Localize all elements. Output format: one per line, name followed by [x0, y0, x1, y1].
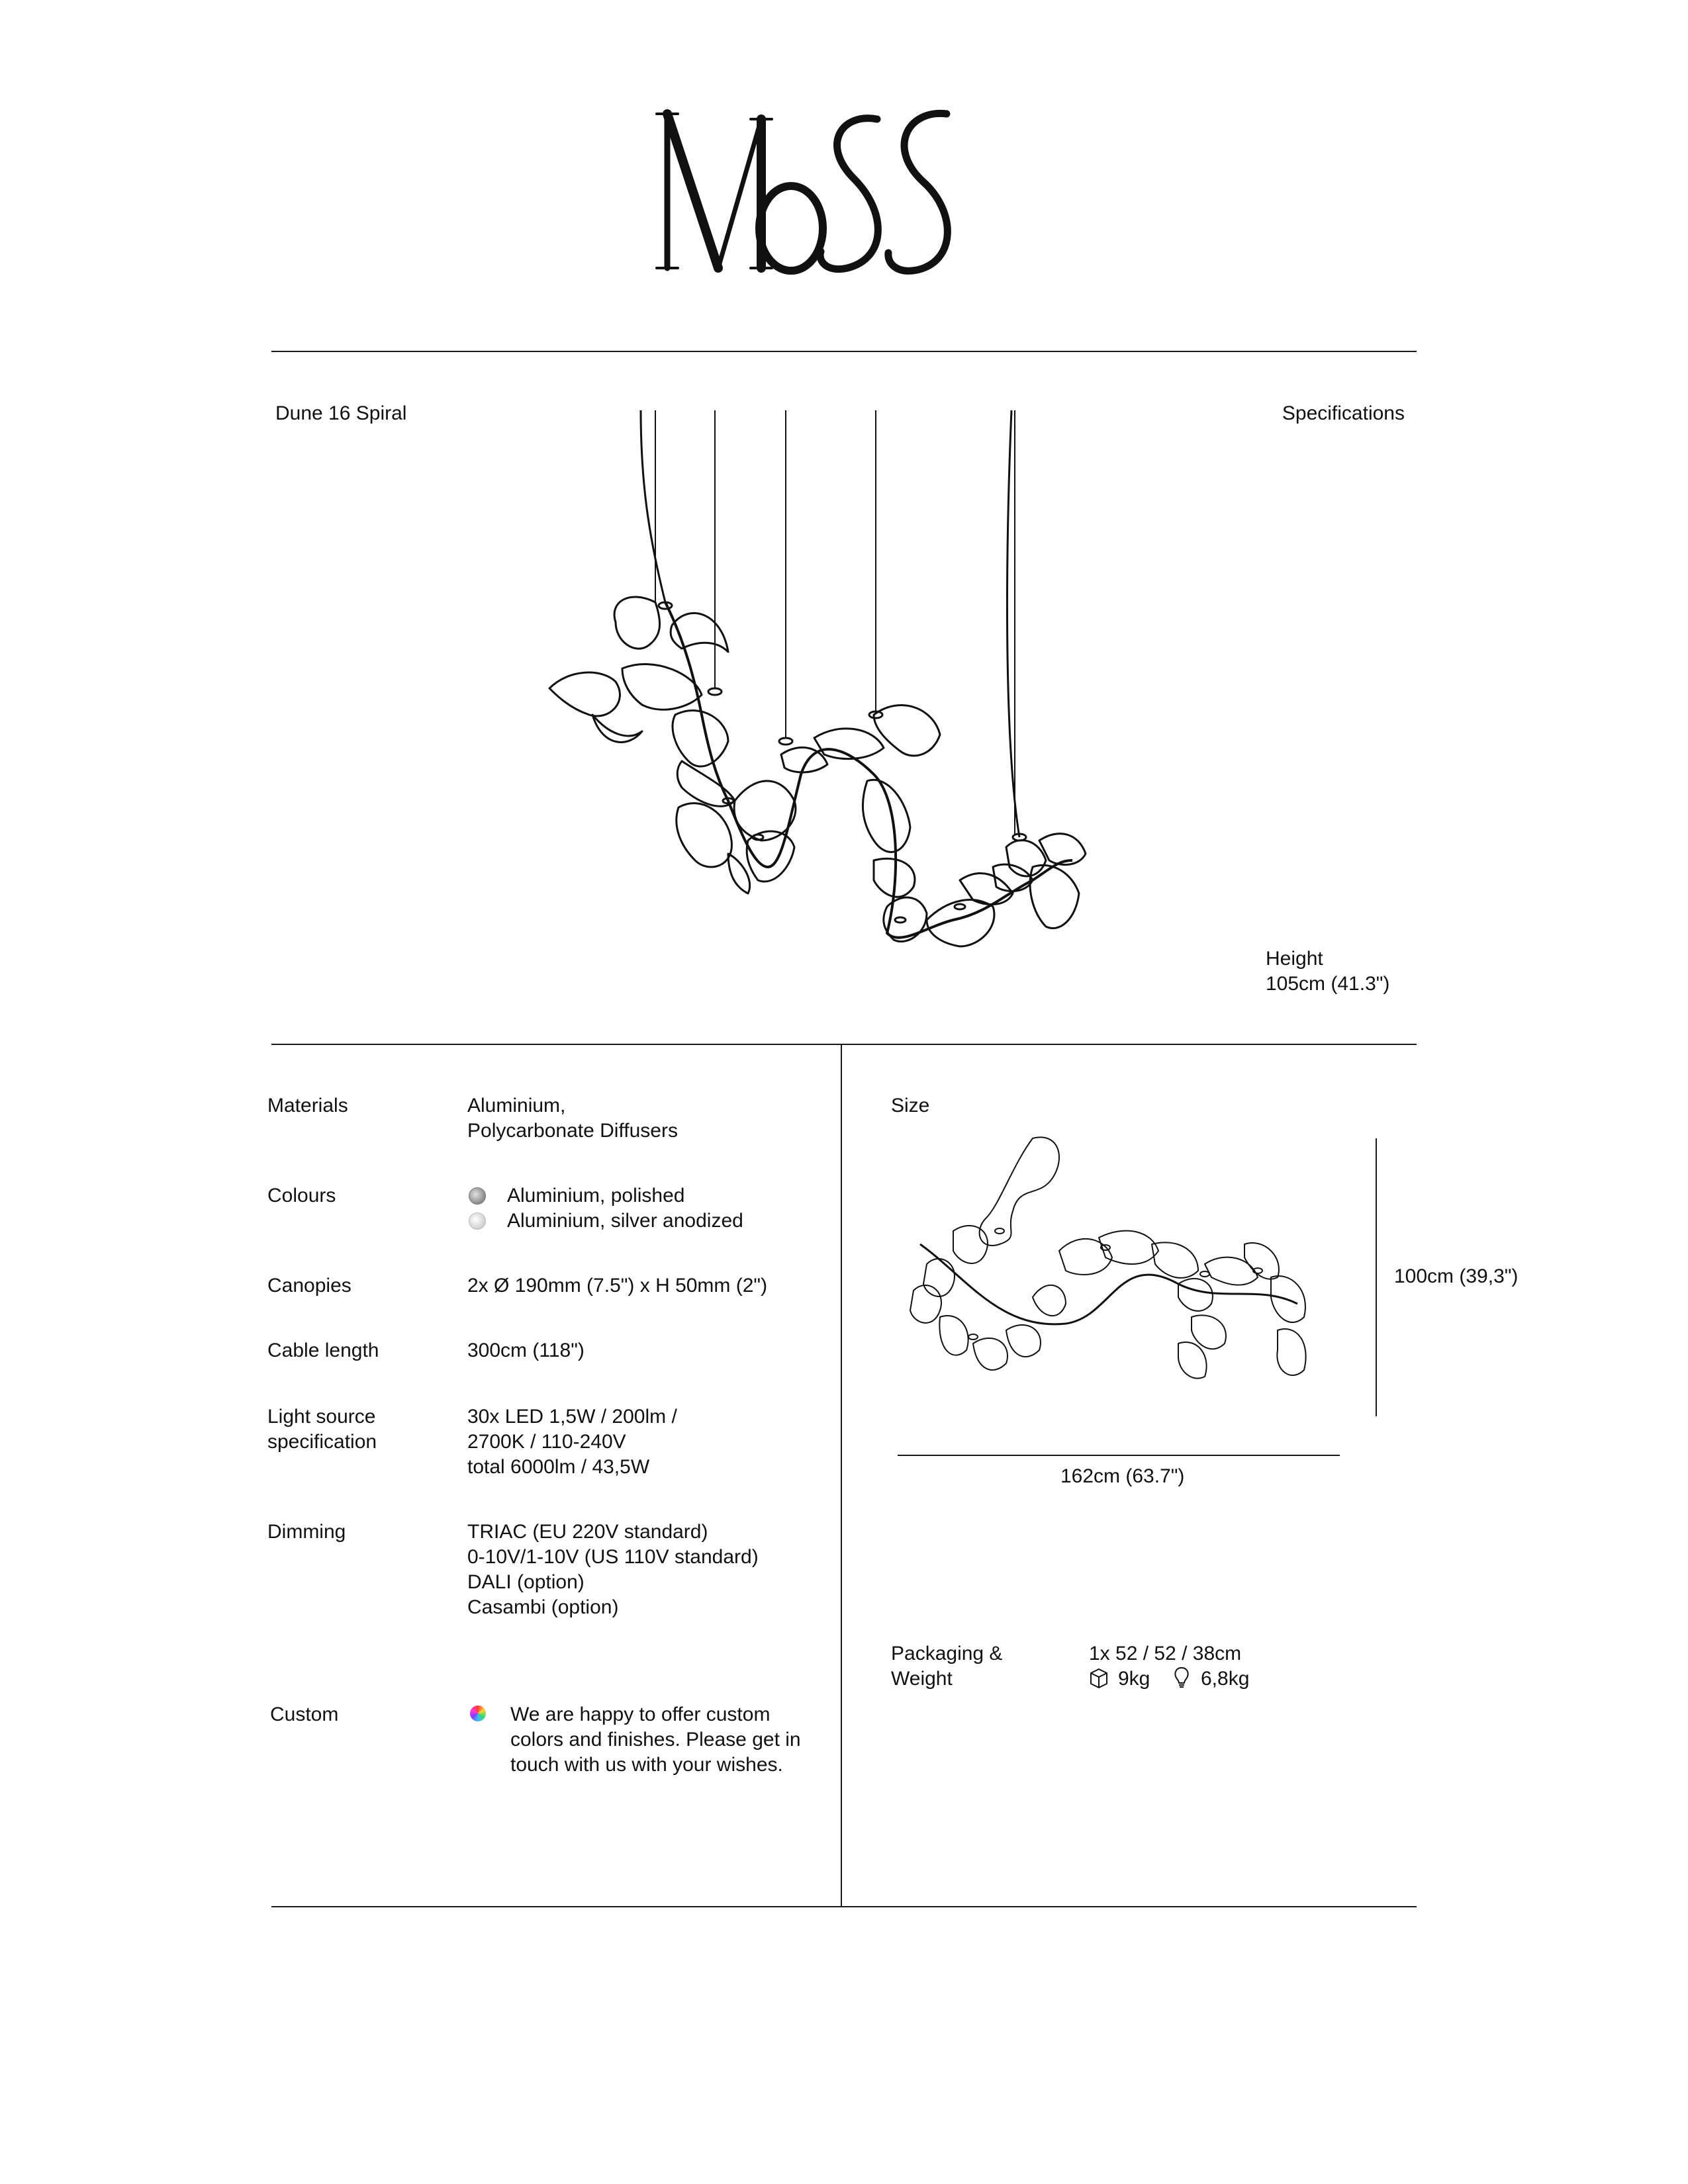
- cable-length-value: 300cm (118"): [467, 1340, 585, 1361]
- box-icon: [1089, 1668, 1109, 1689]
- dimming-line-3: DALI (option): [467, 1571, 585, 1593]
- moss-logo: [655, 99, 1026, 278]
- light-source-label-line-1: Light source: [267, 1406, 376, 1428]
- colour-option-polished: Aluminium, polished: [507, 1185, 685, 1206]
- materials-label: Materials: [267, 1095, 348, 1116]
- canopies-value: 2x Ø 190mm (7.5") x H 50mm (2"): [467, 1275, 768, 1297]
- light-source-line-1: 30x LED 1,5W / 200lm /: [467, 1406, 677, 1428]
- top-view-illustration: [900, 1132, 1324, 1430]
- bottom-divider: [271, 1906, 1417, 1907]
- middle-divider: [271, 1044, 1417, 1045]
- light-source-line-3: total 6000lm / 43,5W: [467, 1456, 650, 1478]
- top-divider: [271, 351, 1417, 352]
- packaging-dimensions: 1x 52 / 52 / 38cm: [1089, 1643, 1242, 1664]
- packaging-label-line-1: Packaging &: [891, 1643, 1003, 1664]
- custom-line-2: colors and finishes. Please get in: [510, 1729, 801, 1751]
- dimming-label: Dimming: [267, 1521, 346, 1543]
- dimming-line-4: Casambi (option): [467, 1596, 619, 1618]
- swatch-polished: [469, 1187, 486, 1205]
- light-source-label-line-2: specification: [267, 1431, 377, 1453]
- lightbulb-icon: [1173, 1666, 1190, 1689]
- size-label: Size: [891, 1095, 930, 1116]
- custom-line-3: touch with us with your wishes.: [510, 1754, 783, 1776]
- height-value: 105cm (41.3"): [1266, 973, 1390, 995]
- width-dimension-line: [898, 1455, 1340, 1456]
- light-source-line-2: 2700K / 110-240V: [467, 1431, 626, 1453]
- height-dimension-line: [1376, 1138, 1377, 1416]
- cable-length-label: Cable length: [267, 1340, 379, 1361]
- height-label: Height: [1266, 948, 1323, 970]
- swatch-silver-anodized: [469, 1212, 486, 1230]
- rainbow-color-icon: [470, 1706, 486, 1721]
- product-illustration: [530, 404, 1165, 999]
- size-height-dimension: 100cm (39,3"): [1394, 1265, 1519, 1287]
- canopies-label: Canopies: [267, 1275, 352, 1297]
- dimming-line-1: TRIAC (EU 220V standard): [467, 1521, 708, 1543]
- column-divider: [841, 1044, 842, 1906]
- custom-line-1: We are happy to offer custom: [510, 1704, 771, 1725]
- size-width-dimension: 162cm (63.7"): [1060, 1465, 1185, 1487]
- package-weight: 9kg: [1118, 1668, 1150, 1690]
- custom-label: Custom: [270, 1704, 339, 1725]
- product-weight: 6,8kg: [1201, 1668, 1250, 1690]
- materials-value-line-1: Aluminium,: [467, 1095, 566, 1116]
- dimming-line-2: 0-10V/1-10V (US 110V standard): [467, 1546, 759, 1568]
- packaging-label-line-2: Weight: [891, 1668, 953, 1690]
- colour-option-silver-anodized: Aluminium, silver anodized: [507, 1210, 743, 1232]
- product-name: Dune 16 Spiral: [275, 402, 407, 424]
- colours-label: Colours: [267, 1185, 336, 1206]
- materials-value-line-2: Polycarbonate Diffusers: [467, 1120, 678, 1142]
- section-title: Specifications: [1282, 402, 1405, 424]
